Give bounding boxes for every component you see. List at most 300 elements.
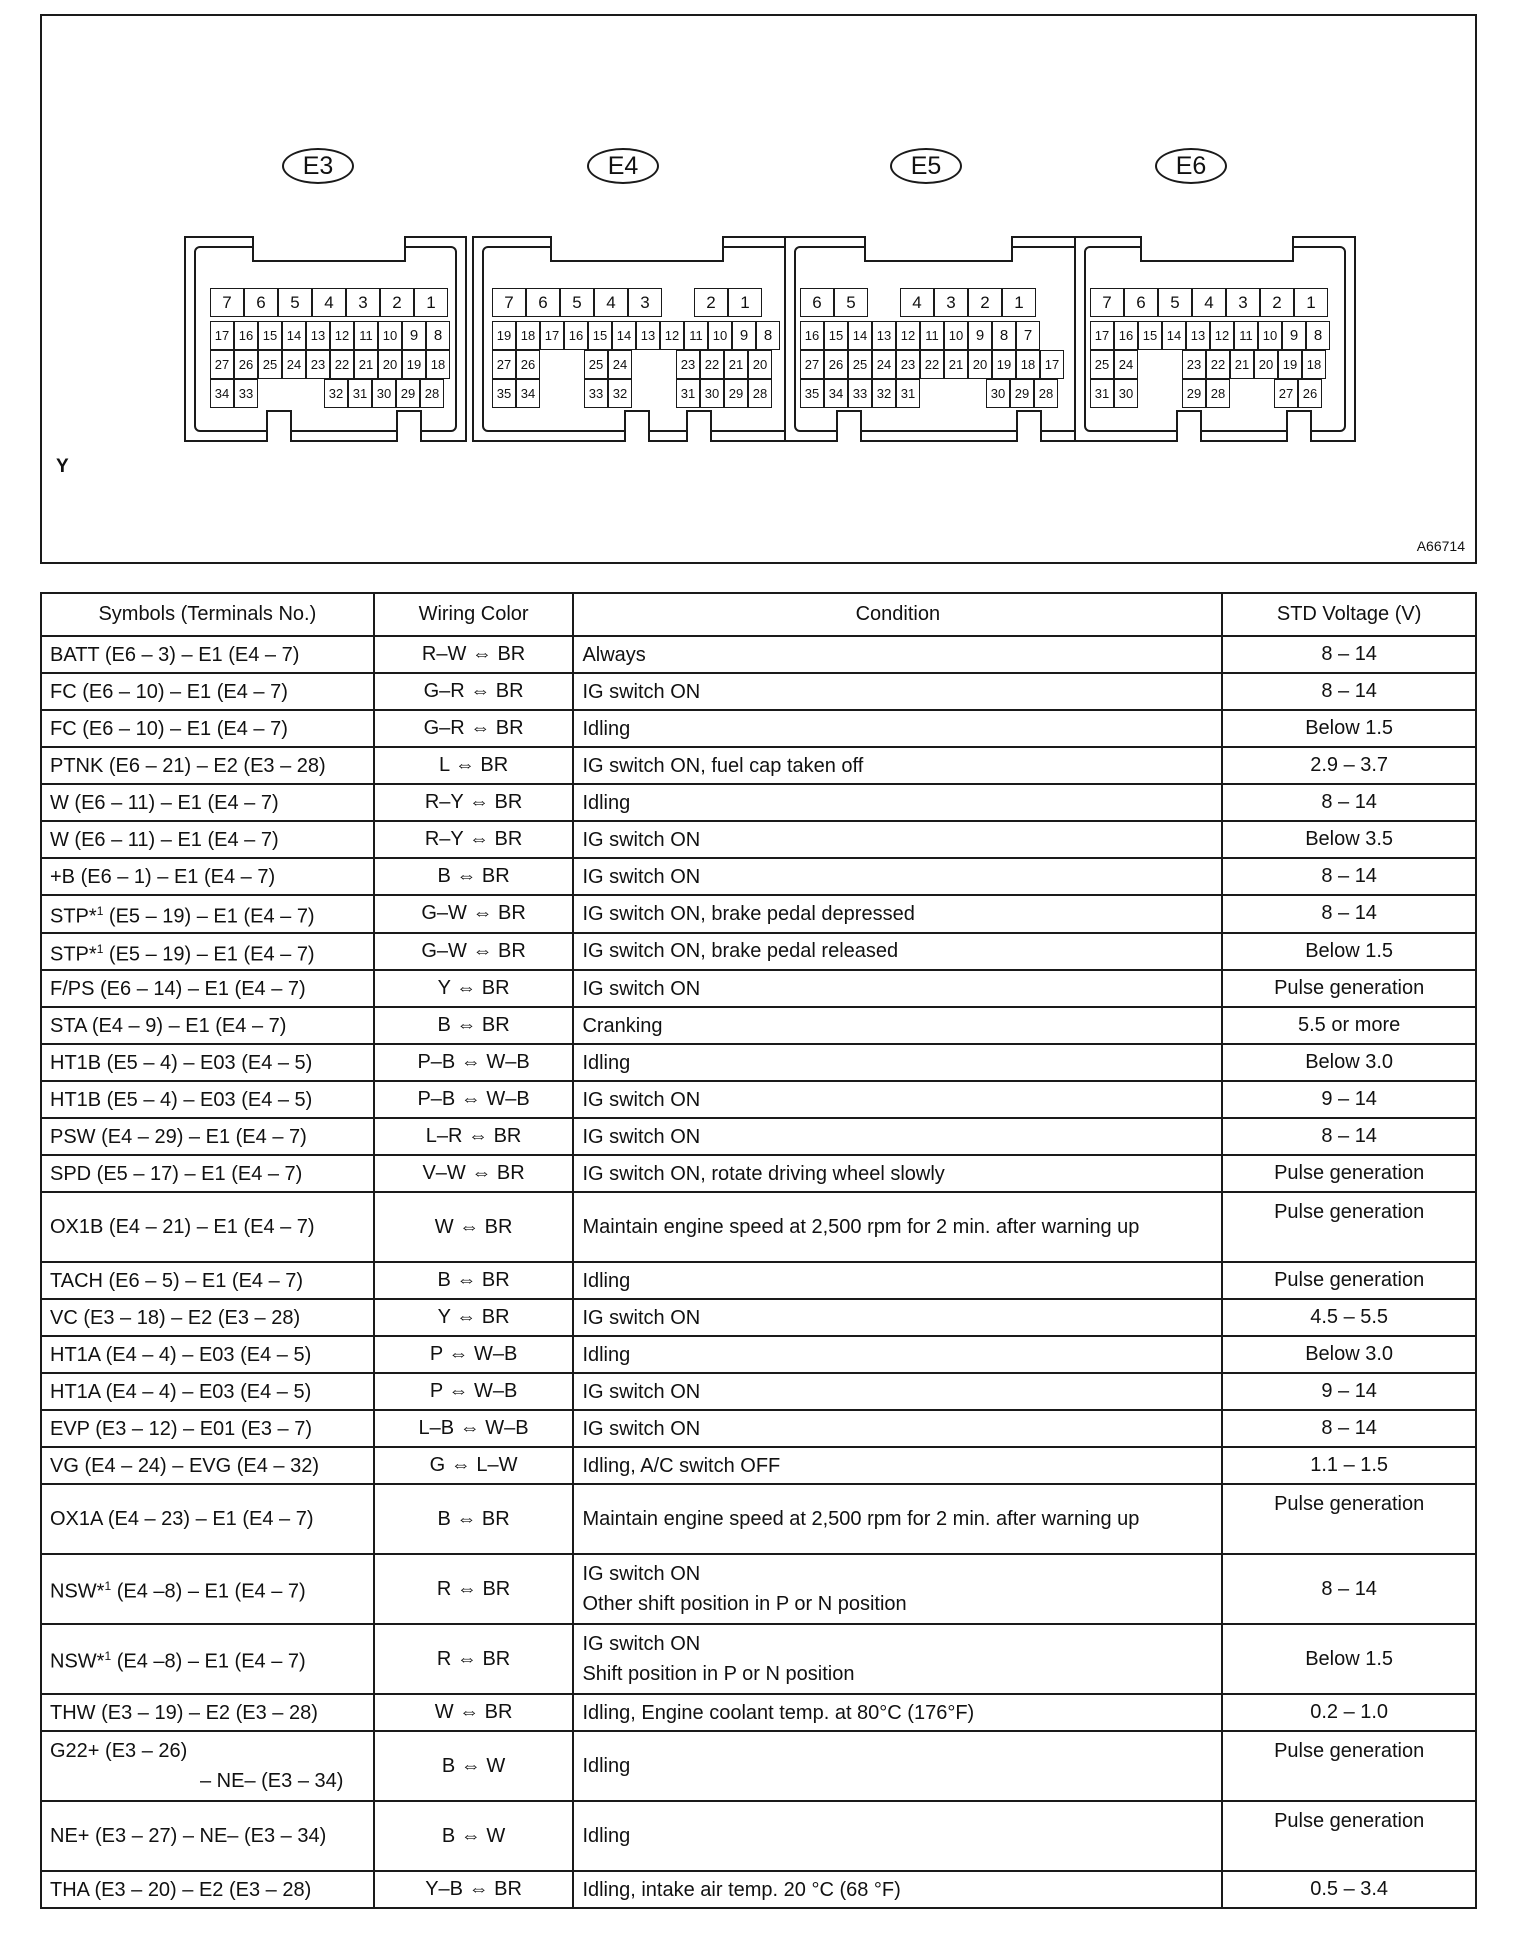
cell-std-voltage: Pulse generation <box>1222 1484 1476 1554</box>
cell-std-voltage: Pulse generation <box>1222 1262 1476 1299</box>
pin-terminal: 12 <box>660 321 684 350</box>
cell-wiring-color: R–W ⇔ BR <box>374 636 574 673</box>
condition-line: IG switch ON, fuel cap taken off <box>582 754 864 777</box>
pin-terminal: 21 <box>724 350 748 379</box>
footnote-marker: 1 <box>104 1579 112 1594</box>
condition-line: Idling <box>582 717 631 740</box>
pin-terminal: 16 <box>1114 321 1138 350</box>
table-row <box>41 970 1476 1007</box>
connector-e3 <box>184 236 467 442</box>
cell-std-voltage: 9 – 14 <box>1222 1081 1476 1118</box>
connector-latch <box>864 236 1013 262</box>
pin-terminal: 31 <box>1090 379 1114 408</box>
connector-label-e5: E5 <box>890 148 962 184</box>
pin-gap <box>280 379 302 406</box>
pin-gap <box>562 379 584 406</box>
symbol-text: HT1B (E5 – 4) – E03 (E4 – 5) <box>50 1088 313 1111</box>
pin-terminal: 2 <box>694 288 728 317</box>
pin-terminal: 15 <box>258 321 282 350</box>
table-row <box>41 1410 1476 1447</box>
cell-std-voltage: 8 – 14 <box>1222 858 1476 895</box>
pin-terminal: 20 <box>968 350 992 379</box>
condition-line: IG switch ON <box>582 1380 701 1403</box>
pin-gap <box>302 379 324 406</box>
cell-symbol <box>41 1081 374 1118</box>
pin-terminal: 4 <box>900 288 934 317</box>
pin-gap <box>632 379 654 406</box>
cell-wiring-color: P ⇔ W–B <box>374 1373 574 1410</box>
cell-std-voltage: 8 – 14 <box>1222 895 1476 933</box>
cell-std-voltage: Pulse generation <box>1222 1801 1476 1871</box>
pin-row <box>1090 321 1330 350</box>
terminal-spec-table <box>40 592 1477 1909</box>
connector-notch <box>1286 410 1312 442</box>
cell-std-voltage: 8 – 14 <box>1222 784 1476 821</box>
cell-std-voltage: 8 – 14 <box>1222 636 1476 673</box>
cell-wiring-color: B ⇔ W <box>374 1801 574 1871</box>
pin-terminal: 19 <box>402 350 426 379</box>
pin-terminal: 15 <box>824 321 848 350</box>
cell-wiring-color: B ⇔ W <box>374 1731 574 1801</box>
pin-terminal: 31 <box>676 379 700 408</box>
cell-symbol <box>41 1447 374 1484</box>
symbol-text: STA (E4 – 9) – E1 (E4 – 7) <box>50 1014 287 1037</box>
cell-wiring-color: P–B ⇔ W–B <box>374 1044 574 1081</box>
condition-line: Idling <box>582 1051 631 1074</box>
cell-condition <box>573 1192 1222 1262</box>
pin-terminal: 4 <box>1192 288 1226 317</box>
cell-condition <box>573 1044 1222 1081</box>
pin-terminal: 9 <box>402 321 426 350</box>
table-row <box>41 1007 1476 1044</box>
pin-terminal: 17 <box>1090 321 1114 350</box>
pin-terminal: 25 <box>1090 350 1114 379</box>
cell-symbol <box>41 1118 374 1155</box>
cell-condition <box>573 1624 1222 1694</box>
pin-terminal: 2 <box>380 288 414 317</box>
cell-wiring-color: G–R ⇔ BR <box>374 710 574 747</box>
pin-terminal: 16 <box>800 321 824 350</box>
pin-terminal: 21 <box>354 350 378 379</box>
condition-line: IG switch ON, rotate driving wheel slowly <box>582 1162 945 1185</box>
pin-terminal: 3 <box>934 288 968 317</box>
pin-terminal: 2 <box>968 288 1002 317</box>
cell-symbol <box>41 1044 374 1081</box>
cell-wiring-color: B ⇔ BR <box>374 1484 574 1554</box>
cell-wiring-color: W ⇔ BR <box>374 1694 574 1731</box>
pin-grid <box>1090 288 1330 408</box>
pin-gap <box>632 350 654 377</box>
symbol-text: EVP (E3 – 12) – E01 (E3 – 7) <box>50 1417 313 1440</box>
cell-condition <box>573 970 1222 1007</box>
connector-figure <box>40 14 1477 564</box>
pin-row <box>210 288 450 317</box>
pin-gap <box>868 288 900 315</box>
cell-symbol <box>41 1410 374 1447</box>
condition-line: Idling <box>582 791 631 814</box>
pin-terminal: 23 <box>896 350 920 379</box>
pin-terminal: 27 <box>800 350 824 379</box>
cell-symbol <box>41 1801 374 1871</box>
pin-row <box>800 379 1064 408</box>
symbol-text: OX1B (E4 – 21) – E1 (E4 – 7) <box>50 1216 315 1239</box>
pin-terminal: 13 <box>872 321 896 350</box>
table-row <box>41 1118 1476 1155</box>
pin-gap <box>562 350 584 377</box>
pin-terminal: 24 <box>282 350 306 379</box>
pin-terminal: 33 <box>584 379 608 408</box>
condition-line: IG switch ON <box>582 865 701 888</box>
pin-row <box>1090 350 1330 379</box>
pin-terminal: 8 <box>992 321 1016 350</box>
pin-terminal: 23 <box>1182 350 1206 379</box>
pin-terminal: 28 <box>420 379 444 408</box>
cell-std-voltage: 8 – 14 <box>1222 1410 1476 1447</box>
symbol-text: TACH (E6 – 5) – E1 (E4 – 7) <box>50 1269 304 1292</box>
pin-terminal: 29 <box>1182 379 1206 408</box>
symbol-text: VG (E4 – 24) – EVG (E4 – 32) <box>50 1454 320 1477</box>
symbol-text: STP*$^1$ (E5 – 19) – E1 (E4 – 7) <box>50 941 315 966</box>
cell-condition <box>573 1336 1222 1373</box>
connector-notch <box>1176 410 1202 442</box>
symbol-text: SPD (E5 – 17) – E1 (E4 – 7) <box>50 1162 303 1185</box>
cell-wiring-color: R ⇔ BR <box>374 1624 574 1694</box>
table-row <box>41 636 1476 673</box>
cell-condition <box>573 1007 1222 1044</box>
condition-line: Maintain engine speed at 2,500 rpm for 2 min. after warning up <box>582 1216 1140 1239</box>
cell-wiring-color: G–W ⇔ BR <box>374 895 574 933</box>
pin-terminal: 14 <box>848 321 872 350</box>
connector-notch <box>686 410 712 442</box>
cell-symbol <box>41 673 374 710</box>
table-row <box>41 933 1476 971</box>
pin-terminal: 5 <box>1158 288 1192 317</box>
cell-condition <box>573 858 1222 895</box>
symbol-text: HT1B (E5 – 4) – E03 (E4 – 5) <box>50 1051 313 1074</box>
footnote-marker: 1 <box>96 904 104 918</box>
pin-terminal: 6 <box>800 288 834 317</box>
pin-terminal: 24 <box>608 350 632 379</box>
condition-line: Idling <box>582 1343 631 1366</box>
pin-gap <box>964 379 986 406</box>
cell-wiring-color: G–W ⇔ BR <box>374 933 574 971</box>
symbol-text: W (E6 – 11) – E1 (E4 – 7) <box>50 828 279 851</box>
pin-terminal: 32 <box>872 379 896 408</box>
cell-std-voltage: 8 – 14 <box>1222 1118 1476 1155</box>
pin-gap <box>654 379 676 406</box>
cell-symbol <box>41 895 374 933</box>
cell-symbol <box>41 1155 374 1192</box>
condition-line: IG switch ON, brake pedal released <box>582 940 899 963</box>
cell-std-voltage: 8 – 14 <box>1222 1554 1476 1624</box>
pin-terminal: 14 <box>1162 321 1186 350</box>
pin-terminal: 18 <box>1016 350 1040 379</box>
pin-terminal: 25 <box>258 350 282 379</box>
condition-line: Always <box>582 643 646 666</box>
pin-terminal: 26 <box>234 350 258 379</box>
pin-terminal: 32 <box>324 379 348 408</box>
pin-terminal: 1 <box>414 288 448 317</box>
symbol-text: HT1A (E4 – 4) – E03 (E4 – 5) <box>50 1380 312 1403</box>
pin-row <box>1090 379 1330 408</box>
symbol-text: BATT (E6 – 3) – E1 (E4 – 7) <box>50 643 300 666</box>
cell-wiring-color: B ⇔ BR <box>374 858 574 895</box>
pin-gap <box>540 379 562 406</box>
cell-condition <box>573 1731 1222 1801</box>
connector-latch <box>550 236 724 262</box>
pin-terminal: 25 <box>848 350 872 379</box>
pin-terminal: 17 <box>210 321 234 350</box>
connector-label-e6: E6 <box>1155 148 1227 184</box>
cell-wiring-color: R–Y ⇔ BR <box>374 784 574 821</box>
symbol-text: THW (E3 – 19) – E2 (E3 – 28) <box>50 1701 318 1724</box>
cell-wiring-color: G–R ⇔ BR <box>374 673 574 710</box>
table-row <box>41 1447 1476 1484</box>
pin-row <box>492 350 780 379</box>
figure-letter: Y <box>56 456 69 477</box>
pin-terminal: 13 <box>1186 321 1210 350</box>
pin-terminal: 23 <box>306 350 330 379</box>
symbol-text: G22+ (E3 – 26) <box>50 1740 188 1763</box>
pin-terminal: 12 <box>896 321 920 350</box>
pin-grid <box>492 288 780 408</box>
connector-notch <box>266 410 292 442</box>
figure-code: A66714 <box>1416 538 1465 554</box>
pin-terminal: 5 <box>834 288 868 317</box>
pin-terminal: 17 <box>1040 350 1064 379</box>
pin-terminal: 26 <box>824 350 848 379</box>
condition-line: Idling <box>582 1755 631 1778</box>
pin-gap <box>654 350 676 377</box>
cell-condition <box>573 1118 1222 1155</box>
cell-std-voltage: Below 3.5 <box>1222 821 1476 858</box>
pin-gap <box>1160 350 1182 377</box>
pin-terminal: 4 <box>594 288 628 317</box>
cell-symbol <box>41 1731 374 1801</box>
pin-terminal: 21 <box>944 350 968 379</box>
pin-terminal: 13 <box>636 321 660 350</box>
pin-terminal: 20 <box>748 350 772 379</box>
pin-terminal: 17 <box>540 321 564 350</box>
pin-terminal: 14 <box>612 321 636 350</box>
condition-line: IG switch ON <box>582 1088 701 1111</box>
pin-terminal: 1 <box>728 288 762 317</box>
table-row <box>41 747 1476 784</box>
header-symbols: Symbols (Terminals No.) <box>41 593 374 636</box>
table-row <box>41 821 1476 858</box>
pin-terminal: 24 <box>1114 350 1138 379</box>
pin-terminal: 33 <box>848 379 872 408</box>
condition-line: Other shift position in P or N position <box>582 1593 907 1616</box>
cell-wiring-color: Y–B ⇔ BR <box>374 1871 574 1908</box>
pin-terminal: 35 <box>492 379 516 408</box>
pin-gap <box>942 379 964 406</box>
symbol-text: W (E6 – 11) – E1 (E4 – 7) <box>50 791 279 814</box>
condition-line: IG switch ON <box>582 1563 701 1586</box>
pin-terminal: 11 <box>354 321 378 350</box>
connector-e5 <box>784 236 1103 442</box>
cell-wiring-color: L ⇔ BR <box>374 747 574 784</box>
cell-symbol <box>41 747 374 784</box>
cell-condition <box>573 1299 1222 1336</box>
pin-terminal: 16 <box>234 321 258 350</box>
pin-terminal: 3 <box>346 288 380 317</box>
pin-row <box>800 350 1064 379</box>
pin-terminal: 7 <box>1090 288 1124 317</box>
pin-gap <box>1138 350 1160 377</box>
pin-terminal: 30 <box>986 379 1010 408</box>
pin-terminal: 14 <box>282 321 306 350</box>
connector-notch <box>1016 410 1042 442</box>
cell-wiring-color: L–B ⇔ W–B <box>374 1410 574 1447</box>
table-row <box>41 710 1476 747</box>
pin-terminal: 27 <box>1274 379 1298 408</box>
table-header-row <box>41 593 1476 636</box>
pin-gap <box>1160 379 1182 406</box>
cell-std-voltage: 8 – 14 <box>1222 673 1476 710</box>
pin-terminal: 28 <box>1034 379 1058 408</box>
pin-terminal: 9 <box>968 321 992 350</box>
pin-terminal: 11 <box>920 321 944 350</box>
cell-wiring-color: G ⇔ L–W <box>374 1447 574 1484</box>
symbol-text: OX1A (E4 – 23) – E1 (E4 – 7) <box>50 1508 314 1531</box>
footnote-marker: 1 <box>96 941 104 956</box>
cell-condition <box>573 1484 1222 1554</box>
header-std-voltage: STD Voltage (V) <box>1222 593 1476 636</box>
cell-condition <box>573 747 1222 784</box>
cell-std-voltage: 5.5 or more <box>1222 1007 1476 1044</box>
cell-std-voltage: Below 1.5 <box>1222 1624 1476 1694</box>
pin-terminal: 10 <box>944 321 968 350</box>
pin-terminal: 10 <box>708 321 732 350</box>
cell-symbol <box>41 1624 374 1694</box>
pin-terminal: 10 <box>1258 321 1282 350</box>
cell-wiring-color: Y ⇔ BR <box>374 1299 574 1336</box>
table-row <box>41 858 1476 895</box>
table-row <box>41 1694 1476 1731</box>
connector-notch <box>624 410 650 442</box>
pin-terminal: 8 <box>756 321 780 350</box>
pin-terminal: 29 <box>396 379 420 408</box>
condition-line: IG switch ON <box>582 1417 701 1440</box>
cell-std-voltage: 9 – 14 <box>1222 1373 1476 1410</box>
connector-label-e4: E4 <box>587 148 659 184</box>
pin-gap <box>920 379 942 406</box>
pin-terminal: 1 <box>1002 288 1036 317</box>
cell-symbol <box>41 1336 374 1373</box>
pin-terminal: 2 <box>1260 288 1294 317</box>
pin-terminal: 15 <box>588 321 612 350</box>
symbol-text: PTNK (E6 – 21) – E2 (E3 – 28) <box>50 754 326 777</box>
connector-notch <box>836 410 862 442</box>
pin-terminal: 9 <box>732 321 756 350</box>
condition-line: IG switch ON <box>582 977 701 1000</box>
table-body <box>41 636 1476 1908</box>
pin-terminal: 13 <box>306 321 330 350</box>
condition-line: IG switch ON <box>582 1633 701 1656</box>
cell-std-voltage: Pulse generation <box>1222 1192 1476 1262</box>
table-row <box>41 1044 1476 1081</box>
pin-terminal: 34 <box>824 379 848 408</box>
cell-condition <box>573 1554 1222 1624</box>
cell-wiring-color: Y ⇔ BR <box>374 970 574 1007</box>
pin-terminal: 22 <box>1206 350 1230 379</box>
connector-label-e3: E3 <box>282 148 354 184</box>
pin-terminal: 18 <box>516 321 540 350</box>
cell-symbol <box>41 1484 374 1554</box>
cell-condition <box>573 1410 1222 1447</box>
connector-e4 <box>472 236 814 442</box>
pin-gap <box>662 288 694 315</box>
table-row <box>41 784 1476 821</box>
cell-std-voltage: Below 1.5 <box>1222 933 1476 971</box>
cell-condition <box>573 1801 1222 1871</box>
pin-terminal: 27 <box>210 350 234 379</box>
pin-terminal: 28 <box>748 379 772 408</box>
footnote-marker: 1 <box>104 1649 112 1664</box>
pin-terminal: 26 <box>1298 379 1322 408</box>
symbol-text: PSW (E4 – 29) – E1 (E4 – 7) <box>50 1125 307 1148</box>
pin-terminal: 19 <box>492 321 516 350</box>
cell-condition <box>573 1694 1222 1731</box>
pin-terminal: 6 <box>244 288 278 317</box>
symbol-text: THA (E3 – 20) – E2 (E3 – 28) <box>50 1878 312 1901</box>
pin-terminal: 6 <box>1124 288 1158 317</box>
table-row <box>41 1484 1476 1554</box>
cell-wiring-color: P ⇔ W–B <box>374 1336 574 1373</box>
pin-terminal: 33 <box>234 379 258 408</box>
pin-terminal: 30 <box>700 379 724 408</box>
header-wiring-color: Wiring Color <box>374 593 574 636</box>
symbol-text: HT1A (E4 – 4) – E03 (E4 – 5) <box>50 1343 312 1366</box>
table-row <box>41 1801 1476 1871</box>
pin-gap <box>1252 379 1274 406</box>
pin-row <box>800 288 1064 317</box>
symbol-text: F/PS (E6 – 14) – E1 (E4 – 7) <box>50 977 306 1000</box>
pin-terminal: 6 <box>526 288 560 317</box>
pin-row <box>492 321 780 350</box>
table-row <box>41 1373 1476 1410</box>
table-row <box>41 1336 1476 1373</box>
cell-wiring-color: W ⇔ BR <box>374 1192 574 1262</box>
pin-terminal: 5 <box>560 288 594 317</box>
pin-gap <box>1230 379 1252 406</box>
pin-terminal: 31 <box>896 379 920 408</box>
pin-terminal: 22 <box>700 350 724 379</box>
cell-symbol <box>41 710 374 747</box>
cell-wiring-color: L–R ⇔ BR <box>374 1118 574 1155</box>
pin-terminal: 9 <box>1282 321 1306 350</box>
table-row <box>41 1731 1476 1801</box>
cell-condition <box>573 933 1222 971</box>
pin-terminal: 7 <box>1016 321 1040 350</box>
symbol-text: FC (E6 – 10) – E1 (E4 – 7) <box>50 680 288 703</box>
cell-wiring-color: B ⇔ BR <box>374 1007 574 1044</box>
condition-line: Cranking <box>582 1014 663 1037</box>
pin-terminal: 11 <box>684 321 708 350</box>
pin-grid <box>800 288 1064 408</box>
pin-terminal: 12 <box>1210 321 1234 350</box>
pin-terminal: 35 <box>800 379 824 408</box>
cell-symbol <box>41 784 374 821</box>
cell-condition <box>573 1871 1222 1908</box>
cell-wiring-color: R–Y ⇔ BR <box>374 821 574 858</box>
symbol-text: NE+ (E3 – 27) – NE– (E3 – 34) <box>50 1825 327 1848</box>
pin-terminal: 26 <box>516 350 540 379</box>
cell-symbol <box>41 858 374 895</box>
cell-symbol <box>41 821 374 858</box>
pin-terminal: 10 <box>378 321 402 350</box>
